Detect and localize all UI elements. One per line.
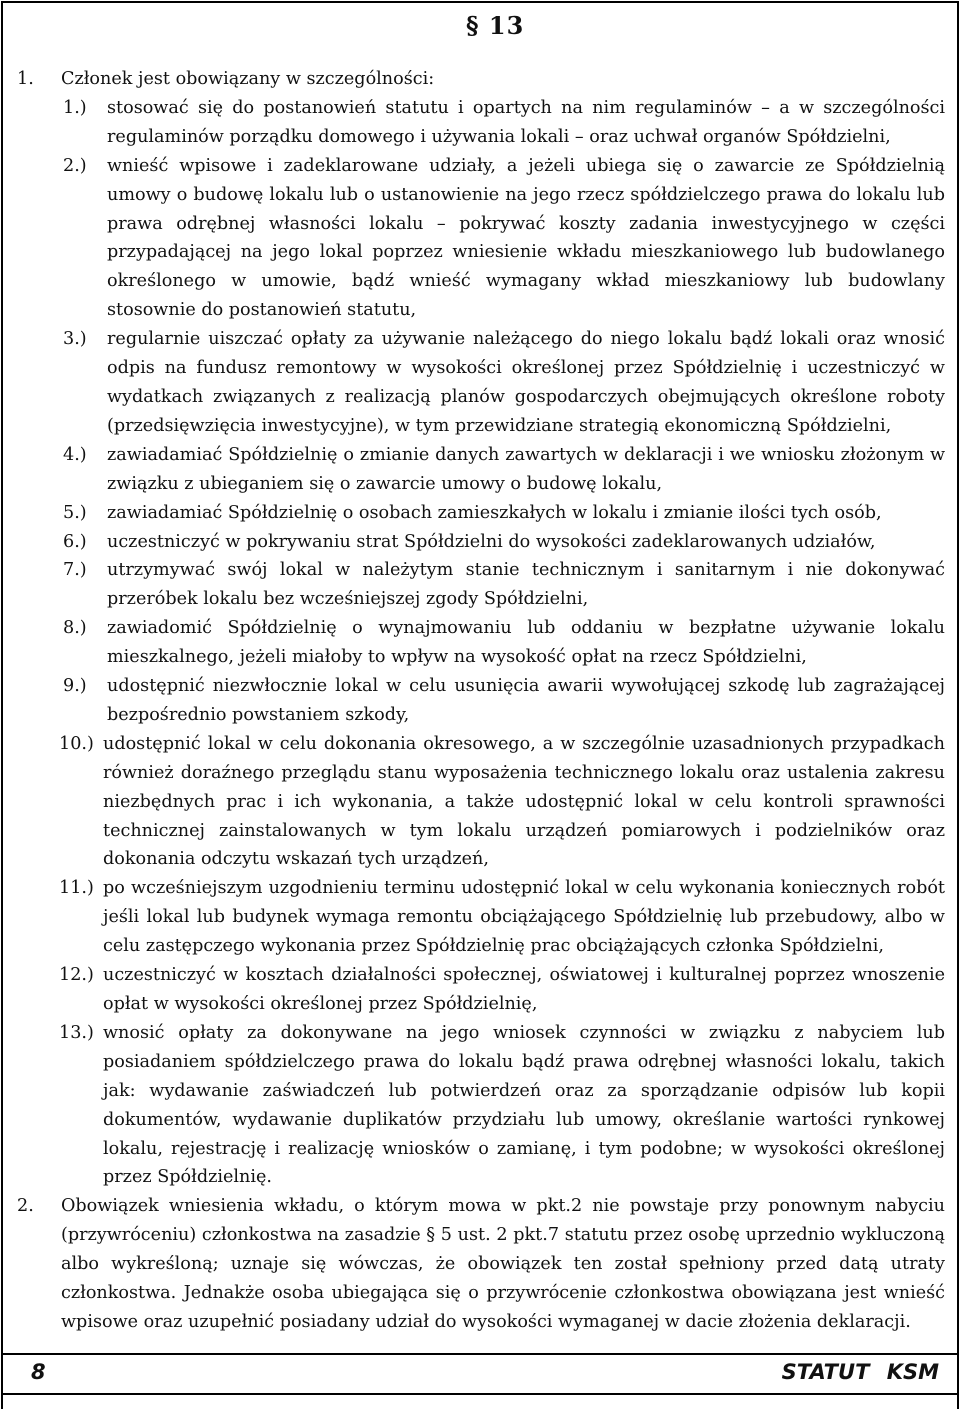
point-number: 2. [17,1196,34,1217]
item-number: 3.) [63,329,87,350]
list-item [61,1019,945,1192]
item-number: 12.) [59,965,94,986]
page-footer [3,1353,957,1395]
item-number: 1.) [63,97,87,118]
list-item [61,499,945,528]
list-item [61,152,945,325]
item-text: uczestniczyć w pokrywaniu strat Spółdzielni do wysokości zadeklarowanych udziałów, [107,531,876,552]
point-number: 1. [17,69,34,89]
item-text: uczestniczyć w kosztach działalności społecznej, oświatowej i kulturalnej poprzez wnoszenie opłat w wysokości określonej przez Spółdzielnię, [103,965,945,1014]
list-item [61,672,945,730]
item-text: udostępnić lokal w celu dokonania okresowego, a w szczególnie uzasadnionych przypadkach również doraźnego przeglądu stanu wyposażenia technicznego lokalu oraz ustalenia zakresu niezbędnych prac i ich wykonania, a także udostępnić lokal w celu kontroli sprawności technicznej zainstalowanych w tym lokalu urządzeń pomiarowych i podzielników oraz dokonania odczytu wskazań tych urządzeń, [103,733,945,870]
item-text: zawiadamiać Spółdzielnię o osobach zamieszkałych w lokalu i zmianie ilości tych osób, [107,502,882,523]
list-item [61,961,945,1019]
point-2 [17,1192,945,1337]
list-item [61,94,945,152]
point-body [61,1192,945,1337]
point-intro: Obowiązek wniesienia wkładu, o którym mowa w pkt.2 nie powstaje przy ponownym nabyciu (przywróceniu) członkostwa na zasadzie § 5 ust. 2 pkt.7 statutu przez osobę uprzednio wykluczoną albo wykreśloną; uznaje się wówczas, że obowiązek ten został spełniony przed datą utraty członkostwa. Jednakże osoba ubiegająca się o przywrócenie członkostwa obowiązana jest wnieść wpisowe oraz uzupełnić posiadany udział do wysokości wymaganej w dacie złożenia deklaracji. [61,1196,945,1332]
document-page [1,1,959,1409]
list-item [61,874,945,961]
item-text: regularnie uiszczać opłaty za używanie należącego do niego lokalu bądź lokali oraz wnosić odpis na fundusz remontowy w wysokości określonej przez Spółdzielnię i uczestniczyć w wydatkach związanych z realizacją planów gospodarczych obejmujących określone roboty (przedsięwzięcia inwestycyjne), w tym przewidziane strategią ekonomiczną Spółdzielni, [107,329,945,436]
item-text: po wcześniejszym uzgodnieniu terminu udostępnić lokal w celu wykonania koniecznych robót jeśli lokal lub budynek wymaga remontu obciążającego Spółdzielnię lub przebudowy, albo w celu zastępczego wykonania przez Spółdzielnię prac obciążających członka Spółdzielni, [103,878,945,957]
item-text: zawiadomić Spółdzielnię o wynajmowaniu lub oddaniu w bezpłatne używanie lokalu mieszkalnego, jeżeli miałoby to wpływ na wysokość opłat na rzecz Spółdzielni, [107,618,945,668]
item-text: udostępnić niezwłocznie lokal w celu usunięcia awarii wywołującej szkodę lub zagrażającej bezpośrednio powstaniem szkody, [107,676,945,725]
item-text: utrzymywać swój lokal w należytym stanie technicznym i sanitarnym i nie dokonywać przeróbek lokalu bez wcześniejszej zgody Spółdzielni, [107,560,945,610]
item-number: 2.) [63,155,87,176]
item-text: wnieść wpisowe i zadeklarowane udziały, a jeżeli ubiega się o zawarcie ze Spółdzielnią umowy o budowę lokalu lub o ustanowienie na jego rzecz spółdzielczego prawa do lokalu lub prawa odrębnej własności lokalu – pokrywać koszty zadania inwestycyjnego w części przypadającej na jego lokal poprzez wniesienie wkładu mieszkaniowego lub budowlanego określonego w umowie, bądź wnieść wymagany wkład mieszkaniowy lub budowlany stosownie do postanowień statutu, [107,155,945,321]
item-text: zawiadamiać Spółdzielnię o zmianie danych zawartych w deklaracji i we wniosku złożonym w związku z ubieganiem się o zawarcie umowy o budowę lokalu, [107,444,945,494]
item-number: 9.) [63,676,87,697]
list-item [61,730,945,875]
list-item [61,528,945,557]
list-item [61,614,945,672]
footer-page-number: 8 [31,1360,46,1384]
item-number: 13.) [59,1022,94,1043]
point-intro: Członek jest obowiązany w szczególności: [61,69,435,89]
list-item [61,556,945,614]
point-body [61,65,945,1192]
list-item [61,441,945,499]
point-1 [17,65,945,1192]
item-number: 10.) [59,733,94,754]
section-heading: § 13 [466,11,525,40]
item-number: 6.) [63,531,87,552]
section-content [17,65,945,1337]
item-text: stosować się do postanowień statutu i opartych na nim regulaminów – a w szczególności regulaminów porządku domowego i używania lokali – oraz uchwał organów Spółdzielni, [107,97,945,147]
item-number: 5.) [63,502,87,523]
list-item [61,325,945,441]
item-number: 7.) [63,560,87,581]
footer-document-title: STATUT KSM [781,1360,939,1384]
item-number: 11.) [59,878,94,899]
item-text: wnosić opłaty za dokonywane na jego wniosek czynności w związku z nabyciem lub posiadaniem spółdzielczego prawa do lokalu bądź prawa odrębnej własności lokalu, takich jak: wydawanie zaświadczeń lub potwierdzeń oraz za sporządzanie odpisów lub kopii dokumentów, wydawanie duplikatów przydziału lub umowy, określanie wartości rynkowej lokalu, rejestrację i realizację wniosków o zamianę, i tym podobne; w wysokości określonej przez Spółdzielnię. [103,1022,945,1188]
item-number: 8.) [63,618,87,639]
item-number: 4.) [63,444,87,465]
